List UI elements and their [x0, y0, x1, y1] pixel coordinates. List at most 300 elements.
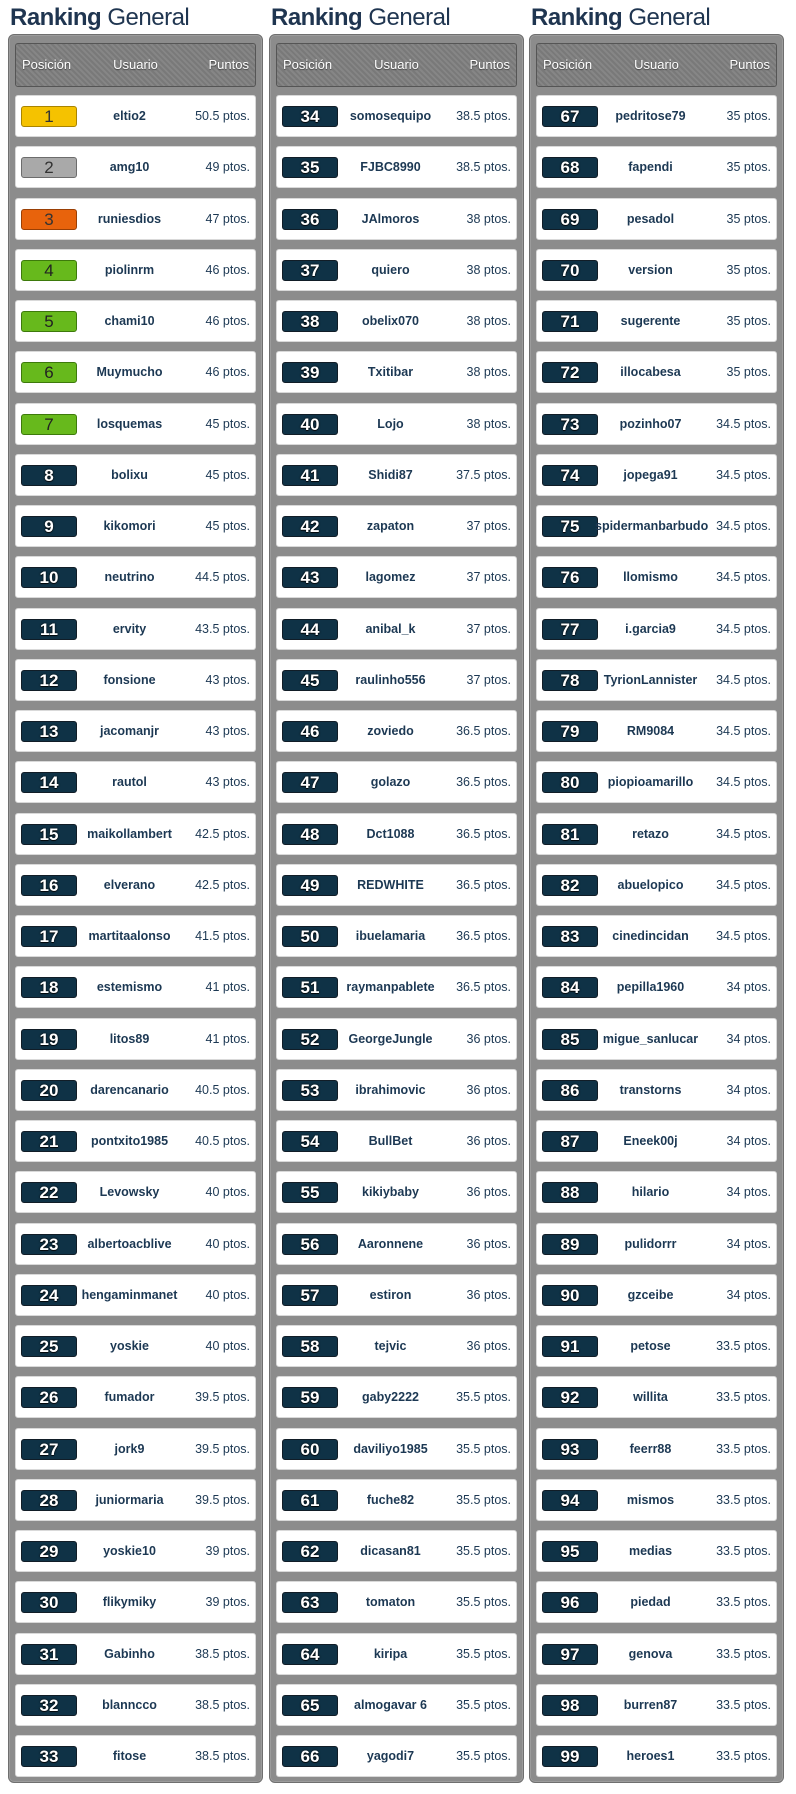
table-row[interactable] [15, 1530, 256, 1572]
table-row[interactable] [15, 1171, 256, 1213]
table-row[interactable] [276, 1428, 517, 1470]
username[interactable]: fuche82 [366, 1492, 415, 1507]
points-value: 36.5 ptos. [456, 826, 511, 841]
points-value: 34.5 ptos. [716, 467, 771, 482]
table-row[interactable] [15, 1684, 256, 1726]
points-value: 43 ptos. [205, 724, 250, 738]
username[interactable]: pozinho07 [619, 416, 682, 431]
username[interactable]: tomaton [365, 1595, 416, 1610]
table-row[interactable] [536, 864, 777, 906]
username[interactable]: jopega91 [623, 467, 678, 482]
table-row[interactable] [15, 95, 256, 137]
header-position: Posición [543, 57, 593, 72]
ranking-title [10, 2, 189, 34]
position-badge: 79 [542, 721, 598, 742]
points-value: 39.5 ptos. [195, 1390, 250, 1405]
username[interactable]: spidermanbarbudo [595, 519, 709, 533]
username[interactable]: llomismo [623, 570, 678, 585]
username[interactable]: albertoacblive [87, 1236, 172, 1251]
table-row[interactable] [15, 198, 256, 240]
table-row[interactable] [536, 1633, 777, 1675]
username[interactable]: daviliyo1985 [353, 1441, 428, 1456]
position-badge: 34 [282, 106, 338, 127]
username[interactable]: Muymucho [96, 365, 163, 380]
table-row[interactable] [536, 710, 777, 752]
table-row[interactable] [276, 710, 517, 752]
points-value: 39.5 ptos. [195, 1441, 250, 1456]
table-row[interactable] [536, 505, 777, 547]
username[interactable]: TyrionLannister [603, 672, 698, 687]
points-value: 50.5 ptos. [195, 109, 250, 123]
table-row[interactable] [15, 608, 256, 650]
table-row[interactable] [536, 1530, 777, 1572]
table-row[interactable] [15, 1633, 256, 1675]
points-value: 45 ptos. [205, 467, 250, 482]
points-value: 36.5 ptos. [456, 877, 511, 892]
table-row[interactable] [276, 1376, 517, 1418]
table-row[interactable] [15, 915, 256, 957]
table-row[interactable] [15, 813, 256, 855]
position-badge: 47 [282, 772, 338, 793]
username[interactable]: dicasan81 [360, 1544, 421, 1558]
username[interactable]: genova [628, 1646, 673, 1661]
table-row[interactable] [15, 1274, 256, 1316]
username[interactable]: JAlmoros [361, 211, 420, 226]
table-row[interactable] [276, 454, 517, 496]
username[interactable]: fitose [112, 1749, 147, 1763]
table-row[interactable] [276, 300, 517, 342]
username[interactable]: anibal_k [365, 621, 416, 636]
username[interactable]: BullBet [368, 1134, 413, 1148]
points-value: 37 ptos. [466, 519, 511, 533]
table-row[interactable] [15, 1018, 256, 1060]
position-badge: 57 [282, 1285, 338, 1306]
points-value: 36 ptos. [466, 1031, 511, 1046]
points-value: 43 ptos. [205, 775, 250, 790]
username[interactable]: almogavar 6 [354, 1697, 427, 1712]
table-row[interactable] [536, 1684, 777, 1726]
username[interactable]: ibuelamaria [355, 929, 426, 943]
table-row[interactable] [276, 1171, 517, 1213]
username[interactable]: kiripa [373, 1646, 408, 1661]
username[interactable]: Aaronnene [357, 1236, 424, 1251]
table-row[interactable] [536, 1171, 777, 1213]
username[interactable]: piopioamarillo [607, 775, 694, 790]
position-badge: 51 [282, 977, 338, 998]
table-row[interactable] [536, 1428, 777, 1470]
points-value: 42.5 ptos. [195, 826, 250, 841]
table-row[interactable] [536, 403, 777, 445]
ranking-panel [529, 34, 784, 1783]
username[interactable]: medias [628, 1544, 673, 1558]
points-value: 34 ptos. [726, 1287, 771, 1302]
username[interactable]: migue_sanlucar [602, 1031, 699, 1046]
table-row[interactable] [276, 659, 517, 701]
position-badge: 53 [282, 1080, 338, 1101]
points-value: 40.5 ptos. [195, 1082, 250, 1097]
points-value: 38.5 ptos. [195, 1646, 250, 1661]
table-row[interactable] [276, 95, 517, 137]
table-row[interactable] [276, 1479, 517, 1521]
position-badge: 13 [21, 721, 77, 742]
points-value: 36.5 ptos. [456, 980, 511, 995]
username[interactable]: Lojo [377, 416, 404, 431]
username[interactable]: yoskie10 [103, 1544, 156, 1558]
points-value: 40 ptos. [205, 1185, 250, 1200]
table-row[interactable] [536, 1223, 777, 1265]
username[interactable]: litos89 [109, 1031, 150, 1046]
ranking-column-2 [269, 0, 524, 1794]
table-row[interactable] [15, 1735, 256, 1777]
username[interactable]: quiero [371, 262, 410, 277]
username[interactable]: lagomez [365, 570, 416, 585]
ranking-panel [8, 34, 263, 1783]
position-badge: 83 [542, 926, 598, 947]
ranking-title [531, 2, 710, 34]
username[interactable]: gzceibe [627, 1287, 674, 1302]
points-value: 38.5 ptos. [456, 160, 511, 175]
username[interactable]: sugerente [620, 314, 681, 328]
username[interactable]: raulinho556 [355, 672, 426, 687]
position-badge: 35 [282, 157, 338, 178]
points-value: 35.5 ptos. [456, 1544, 511, 1558]
position-badge: 84 [542, 977, 598, 998]
username[interactable]: elverano [103, 877, 156, 892]
position-badge: 39 [282, 362, 338, 383]
points-value: 44.5 ptos. [195, 570, 250, 585]
points-value: 36 ptos. [466, 1134, 511, 1148]
table-row[interactable] [276, 1069, 517, 1111]
position-badge: 98 [542, 1695, 598, 1716]
table-row[interactable] [276, 1018, 517, 1060]
position-badge: 93 [542, 1439, 598, 1460]
username[interactable]: estemismo [96, 980, 163, 995]
points-value: 36 ptos. [466, 1082, 511, 1097]
position-badge: 38 [282, 311, 338, 332]
table-row[interactable] [536, 454, 777, 496]
username[interactable]: REDWHITE [357, 877, 424, 892]
table-row[interactable] [276, 351, 517, 393]
username[interactable]: zoviedo [367, 724, 414, 738]
position-badge: 76 [542, 567, 598, 588]
table-row[interactable] [15, 1325, 256, 1367]
table-row[interactable] [276, 556, 517, 598]
points-value: 36 ptos. [466, 1185, 511, 1200]
username[interactable]: Dct1088 [366, 826, 415, 841]
ranking-column-3 [529, 0, 784, 1794]
table-row[interactable] [276, 915, 517, 957]
table-row[interactable] [276, 1735, 517, 1777]
position-badge: 1 [21, 106, 77, 127]
points-value: 36.5 ptos. [456, 724, 511, 738]
username[interactable]: runiesdios [97, 211, 162, 226]
username[interactable]: kikomori [103, 519, 156, 533]
position-badge: 48 [282, 824, 338, 845]
table-row[interactable] [15, 454, 256, 496]
points-value: 33.5 ptos. [716, 1544, 771, 1558]
table-row[interactable] [276, 813, 517, 855]
table-row[interactable] [15, 659, 256, 701]
username[interactable]: bolixu [111, 467, 148, 482]
table-row[interactable] [15, 864, 256, 906]
table-row[interactable] [536, 1376, 777, 1418]
points-value: 47 ptos. [205, 211, 250, 226]
points-value: 33.5 ptos. [716, 1390, 771, 1405]
table-row[interactable] [536, 966, 777, 1008]
points-value: 43.5 ptos. [195, 621, 250, 636]
table-row[interactable] [276, 146, 517, 188]
position-badge: 30 [21, 1592, 77, 1613]
username[interactable]: willita [633, 1390, 668, 1405]
table-row[interactable] [276, 761, 517, 803]
table-row[interactable] [15, 403, 256, 445]
table-row[interactable] [15, 1376, 256, 1418]
table-row[interactable] [15, 556, 256, 598]
position-badge: 12 [21, 670, 77, 691]
username[interactable]: pedritose79 [615, 109, 686, 123]
points-value: 39 ptos. [205, 1595, 250, 1610]
username[interactable]: golazo [370, 775, 411, 790]
username[interactable]: piedad [630, 1595, 671, 1610]
username[interactable]: tejvic [374, 1339, 407, 1353]
username[interactable]: chami10 [104, 314, 155, 328]
table-row[interactable] [15, 146, 256, 188]
username[interactable]: flikymiky [102, 1595, 157, 1610]
username[interactable]: yoskie [110, 1339, 149, 1353]
table-row[interactable] [536, 249, 777, 291]
username[interactable]: pepilla1960 [616, 980, 685, 995]
username[interactable]: neutrino [104, 570, 155, 585]
header-points: Puntos [208, 57, 249, 72]
username[interactable]: illocabesa [620, 365, 681, 380]
ranking-title-normal: General [628, 4, 711, 31]
username[interactable]: hengaminmanet [81, 1287, 178, 1302]
points-value: 36 ptos. [466, 1339, 511, 1353]
table-row[interactable] [15, 966, 256, 1008]
position-badge: 78 [542, 670, 598, 691]
table-row[interactable] [15, 505, 256, 547]
username[interactable]: version [628, 262, 673, 277]
username[interactable]: petose [630, 1339, 671, 1353]
username[interactable]: GeorgeJungle [348, 1031, 433, 1046]
position-badge: 71 [542, 311, 598, 332]
username[interactable]: abuelopico [617, 877, 684, 892]
table-row[interactable] [536, 351, 777, 393]
username[interactable]: retazo [632, 826, 669, 841]
points-value: 35.5 ptos. [456, 1749, 511, 1763]
username[interactable]: fumador [104, 1390, 155, 1405]
table-row[interactable] [536, 608, 777, 650]
username[interactable]: somosequipo [349, 109, 432, 123]
table-row[interactable] [276, 198, 517, 240]
position-badge: 55 [282, 1182, 338, 1203]
username[interactable]: fonsione [103, 672, 156, 687]
table-row[interactable] [536, 1479, 777, 1521]
username[interactable]: losquemas [96, 416, 163, 431]
username[interactable]: amg10 [109, 160, 150, 175]
table-row[interactable] [15, 1428, 256, 1470]
username[interactable]: heroes1 [626, 1749, 675, 1763]
position-badge: 17 [21, 926, 77, 947]
points-value: 38 ptos. [466, 314, 511, 328]
position-badge: 63 [282, 1592, 338, 1613]
points-value: 34 ptos. [726, 1185, 771, 1200]
points-value: 42.5 ptos. [195, 877, 250, 892]
position-badge: 10 [21, 567, 77, 588]
table-row[interactable] [536, 1735, 777, 1777]
username[interactable]: pulidorrr [624, 1236, 677, 1251]
ranking-panel [269, 34, 524, 1783]
table-row[interactable] [276, 864, 517, 906]
username[interactable]: estiron [369, 1287, 412, 1302]
username[interactable]: zapaton [366, 519, 415, 533]
position-badge: 32 [21, 1695, 77, 1716]
username[interactable]: gaby2222 [362, 1390, 419, 1405]
username[interactable]: martitaalonso [88, 929, 171, 943]
table-row[interactable] [536, 1120, 777, 1162]
username[interactable]: cinedincidan [612, 929, 689, 943]
position-badge: 7 [21, 414, 77, 435]
ranking-title-bold: Ranking [271, 4, 363, 31]
points-value: 34.5 ptos. [716, 519, 771, 533]
position-badge: 74 [542, 465, 598, 486]
username[interactable]: pesadol [626, 211, 675, 226]
table-row[interactable] [276, 1325, 517, 1367]
table-row[interactable] [15, 300, 256, 342]
position-badge: 19 [21, 1029, 77, 1050]
username[interactable]: Levowsky [99, 1185, 160, 1200]
username[interactable]: Txitibar [367, 365, 414, 380]
username[interactable]: piolinrm [104, 262, 155, 277]
table-row[interactable] [276, 249, 517, 291]
table-row[interactable] [276, 403, 517, 445]
username[interactable]: juniormaria [95, 1492, 164, 1507]
position-badge: 95 [542, 1541, 598, 1562]
table-row[interactable] [15, 1120, 256, 1162]
points-value: 36.5 ptos. [456, 775, 511, 790]
table-row[interactable] [536, 1325, 777, 1367]
table-row[interactable] [536, 95, 777, 137]
position-badge: 75 [542, 516, 598, 537]
table-row[interactable] [276, 505, 517, 547]
position-badge: 9 [21, 516, 77, 537]
username[interactable]: burren87 [623, 1697, 678, 1712]
points-value: 33.5 ptos. [716, 1646, 771, 1661]
table-row[interactable] [536, 556, 777, 598]
table-row[interactable] [536, 813, 777, 855]
table-row[interactable] [536, 198, 777, 240]
table-row[interactable] [536, 659, 777, 701]
points-value: 33.5 ptos. [716, 1749, 771, 1763]
table-row[interactable] [536, 1069, 777, 1111]
table-row[interactable] [536, 146, 777, 188]
username[interactable]: maikollambert [87, 826, 172, 841]
username[interactable]: eltio2 [113, 109, 146, 123]
table-row[interactable] [536, 761, 777, 803]
table-row[interactable] [15, 761, 256, 803]
username[interactable]: Eneek00j [623, 1134, 678, 1148]
points-value: 40 ptos. [205, 1236, 250, 1251]
points-value: 34.5 ptos. [716, 775, 771, 790]
position-badge: 82 [542, 875, 598, 896]
username[interactable]: ervity [112, 621, 147, 636]
points-value: 34 ptos. [726, 1134, 771, 1148]
table-row[interactable] [276, 1684, 517, 1726]
points-value: 33.5 ptos. [716, 1595, 771, 1610]
username[interactable]: blanncco [102, 1697, 157, 1712]
username[interactable]: jacomanjr [99, 724, 160, 738]
position-badge: 70 [542, 260, 598, 281]
table-row[interactable] [15, 1069, 256, 1111]
table-row[interactable] [276, 1120, 517, 1162]
table-row[interactable] [15, 710, 256, 752]
position-badge: 2 [21, 157, 77, 178]
username[interactable]: pontxito1985 [90, 1134, 169, 1148]
username[interactable]: yagodi7 [366, 1749, 415, 1763]
table-row[interactable] [276, 966, 517, 1008]
points-value: 34 ptos. [726, 1082, 771, 1097]
username[interactable]: FJBC8990 [360, 160, 421, 175]
username[interactable]: fapendi [628, 160, 673, 175]
table-row[interactable] [15, 351, 256, 393]
username[interactable]: raymanpablete [346, 980, 435, 995]
table-row[interactable] [276, 608, 517, 650]
username[interactable]: Gabinho [104, 1646, 155, 1661]
points-value: 36.5 ptos. [456, 929, 511, 943]
points-value: 45 ptos. [205, 416, 250, 431]
table-row[interactable] [276, 1274, 517, 1316]
position-badge: 62 [282, 1541, 338, 1562]
table-row[interactable] [15, 1581, 256, 1623]
table-row[interactable] [276, 1633, 517, 1675]
points-value: 34.5 ptos. [716, 570, 771, 585]
table-row[interactable] [15, 249, 256, 291]
table-row[interactable] [536, 915, 777, 957]
ranking-title [271, 2, 450, 34]
header-points: Puntos [469, 57, 510, 72]
username[interactable]: darencanario [90, 1082, 169, 1097]
username[interactable]: RM9084 [626, 724, 675, 738]
position-badge: 56 [282, 1234, 338, 1255]
points-value: 38 ptos. [466, 365, 511, 380]
username[interactable]: feerr88 [629, 1441, 672, 1456]
username[interactable]: ibrahimovic [355, 1082, 426, 1097]
points-value: 46 ptos. [205, 314, 250, 328]
username[interactable]: i.garcia9 [625, 621, 676, 636]
table-row[interactable] [276, 1530, 517, 1572]
username[interactable]: mismos [626, 1492, 675, 1507]
username[interactable]: Shidi87 [368, 467, 413, 482]
table-row[interactable] [15, 1479, 256, 1521]
username[interactable]: kikiybaby [362, 1185, 419, 1200]
table-row[interactable] [536, 1018, 777, 1060]
username[interactable]: hilario [631, 1185, 670, 1200]
table-row[interactable] [536, 1274, 777, 1316]
position-badge: 44 [282, 619, 338, 640]
position-badge: 46 [282, 721, 338, 742]
table-row[interactable] [276, 1223, 517, 1265]
username[interactable]: rautol [112, 775, 147, 790]
username[interactable]: transtorns [619, 1082, 682, 1097]
username[interactable]: jork9 [114, 1441, 145, 1456]
username[interactable]: obelix070 [362, 314, 419, 328]
table-row[interactable] [276, 1581, 517, 1623]
position-badge: 96 [542, 1592, 598, 1613]
table-row[interactable] [536, 300, 777, 342]
points-value: 33.5 ptos. [716, 1339, 771, 1353]
table-row[interactable] [15, 1223, 256, 1265]
table-row[interactable] [536, 1581, 777, 1623]
